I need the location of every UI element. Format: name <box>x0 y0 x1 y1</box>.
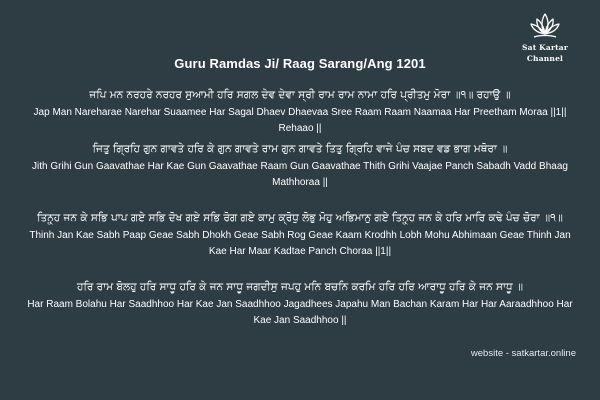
verse-3 <box>20 211 580 260</box>
verse-gurmukhi: ਹਰਿ ਰਾਮ ਬੋਲਹੁ ਹਰਿ ਸਾਧੂ ਹਰਿ ਕੇ ਜਨ ਸਾਧੂ ਜਗਦੀਸੁ ਜਪਹੁ ਮਨਿ ਬਚਨਿ ਕਰਮਿ ਹਰਿ ਹਰਿ ਆਰਾਧੂ ਹਰਿ ਕੇ ਜਨ ਸਾਧੂ ॥ <box>77 281 523 293</box>
verse-4 <box>20 280 580 329</box>
brand-name-line1: Sat Kartar <box>522 43 568 52</box>
verse-transliteration: Jap Man Nareharae Narehar Suaamee Har Sagal Dhaev Dhaevaa Sree Raam Raam Naamaa Har Preetham Moraa ||1|| Rehaao || <box>33 107 567 134</box>
verse-gurmukhi: ਜਪਿ ਮਨ ਨਰਹਰੇ ਨਰਹਰ ਸੁਆਮੀ ਹਰਿ ਸਗਲ ਦੇਵ ਦੇਵਾ ਸ੍ਰੀ ਰਾਮ ਰਾਮ ਨਾਮਾ ਹਰਿ ਪ੍ਰੀਤਮੁ ਮੋਰਾ ॥੧॥ ਰਹਾਉ ॥ <box>89 89 511 101</box>
verse-2 <box>20 142 580 191</box>
verse-gurmukhi: ਜਿਤੁ ਗ੍ਰਿਹਿ ਗੁਨ ਗਾਵਤੇ ਹਰਿ ਕੇ ਗੁਨ ਗਾਵਤੇ ਰਾਮ ਗੁਨ ਗਾਵਤੇ ਤਿਤੁ ਗ੍ਰਿਹਿ ਵਾਜੇ ਪੰਚ ਸਬਦ ਵਡ ਭਾਗ ਮਥੋਰਾ ॥ <box>92 143 508 155</box>
verse-transliteration: Har Raam Bolahu Har Saadhhoo Har Kae Jan Saadhhoo Jagadhees Japahu Man Bachan Karam Har Har Aaraadhhoo Har Kae Jan Saadhhoo || <box>27 299 573 326</box>
verse-transliteration: Jith Grihi Gun Gaavathae Har Kae Gun Gaavathae Raam Gun Gaavathae Thith Grihi Vaajae Panch Sabadh Vadd Bhaag Mathhoraa || <box>32 161 568 188</box>
page-title: Guru Ramdas Ji/ Raag Sarang/Ang 1201 <box>174 56 426 71</box>
brand-name-line2: Channel <box>526 54 564 63</box>
verse-gurmukhi: ਤਿਨ੍ਹ੍ਹ ਜਨ ਕੇ ਸਭਿ ਪਾਪ ਗਏ ਸਭਿ ਦੋਖ ਗਏ ਸਭਿ ਰੋਗ ਗਏ ਕਾਮੁ ਕ੍ਰੋਧੁ ਲੋਭੁ ਮੋਹੁ ਅਭਿਮਾਨੁ ਗਏ ਤਿਨ੍ਹ੍ਹ ਜਨ ਕੇ ਹਰਿ ਮਾਰਿ ਕਢੇ ਪੰਚ ਚੋਰਾ ॥੧॥ <box>37 212 563 224</box>
verse-1 <box>20 88 580 137</box>
lotus-icon <box>528 12 562 42</box>
verse-transliteration: Thinh Jan Kae Sabh Paap Geae Sabh Dhokh Geae Sabh Rog Geae Kaam Krodhh Lobh Mohu Abhimaan Geae Thinh Jan Kae Har Maar Kadtae Panch Choraa ||1|| <box>29 230 571 257</box>
website-link[interactable]: website - satkartar.online <box>470 348 576 359</box>
